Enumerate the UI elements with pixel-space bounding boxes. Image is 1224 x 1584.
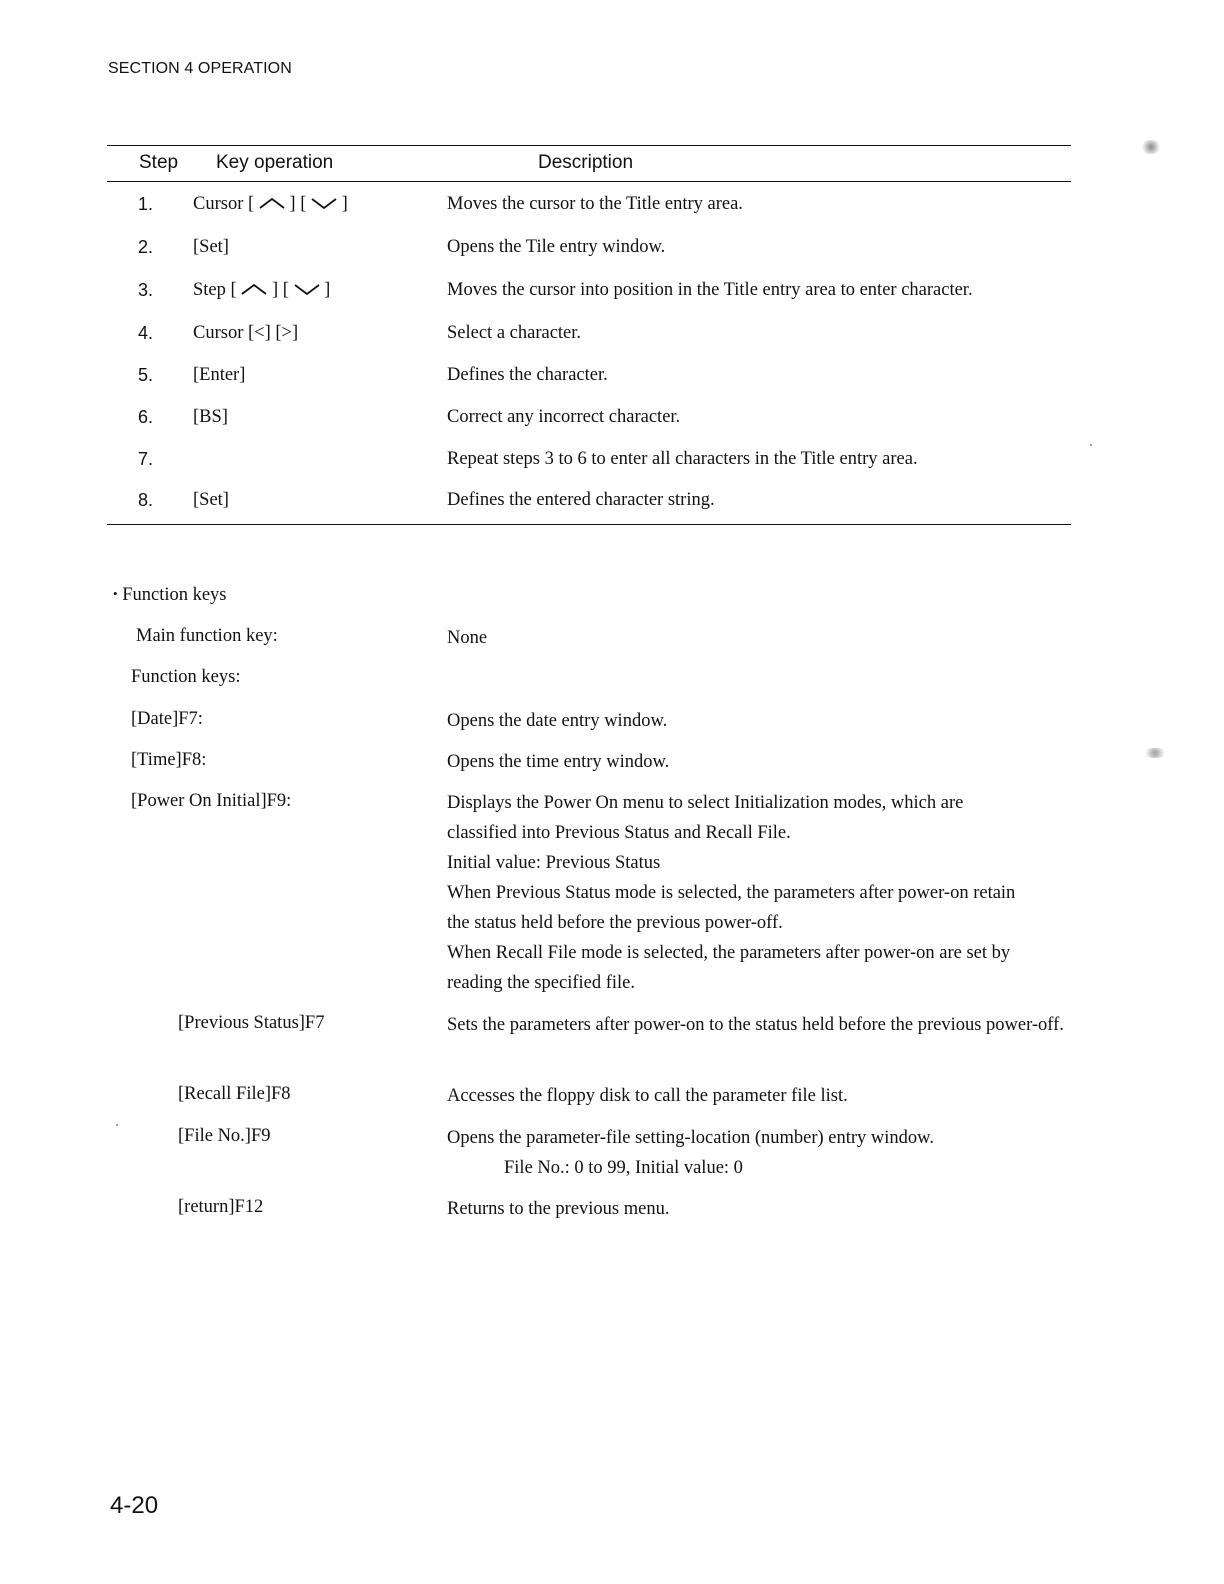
table-row [0,280,1224,304]
previous-status-description: Sets the parameters after power-on to the status held before the previous power-off. [447,1015,1064,1035]
key-text: ] [ [271,280,289,300]
column-header-step: Step [139,152,179,173]
table-row [0,449,1224,473]
function-keys-heading [113,585,227,606]
description-line: Initial value: Previous Status [447,853,661,873]
step-number: 8. [138,490,154,510]
description-line: classified into Previous Status and Recall File. [447,823,791,843]
key-operation: Cursor [<] [>] [193,323,299,343]
table-bottom-rule [107,524,1071,525]
recall-file-key: [Recall File]F8 [178,1084,291,1104]
section-header: SECTION 4 OPERATION [108,60,292,77]
table-row [0,365,1224,389]
function-keys-label: Function keys: [131,667,241,687]
key-text: Cursor [ [193,194,255,214]
previous-status-key: [Previous Status]F7 [178,1013,325,1033]
table-row [0,323,1224,347]
description-line: the status held before the previous power-off. [447,913,783,933]
file-number-description [447,1123,1072,1183]
step-description: Correct any incorrect character. [447,407,681,427]
step-number: 5. [138,365,154,385]
date-key: [Date]F7: [131,709,203,729]
description-line: reading the specified file. [447,973,635,993]
step-number: 7. [138,449,154,469]
description-line: Opens the parameter-file setting-location (number) entry window. [447,1128,934,1148]
table-top-rule [107,145,1071,146]
step-description: Defines the entered character string. [447,490,715,510]
table-header-rule [107,181,1071,182]
key-operation [193,280,330,301]
key-text: ] [341,194,348,214]
description-line: Displays the Power On menu to select Initialization modes, which are [447,793,964,813]
column-header-description: Description [538,152,634,173]
key-operation: [Enter] [193,365,246,385]
step-description: Moves the cursor into position in the Title entry area to enter character. [447,280,973,300]
file-number-key: [File No.]F9 [178,1126,271,1146]
table-row [0,407,1224,431]
step-number: 3. [138,280,154,300]
key-operation: [Set] [193,490,229,510]
recall-file-description: Accesses the floppy disk to call the parameter file list. [447,1086,848,1106]
date-key-description: Opens the date entry window. [447,711,668,731]
key-operation [193,194,348,215]
main-function-key-value: None [447,628,488,648]
arrow-up-icon [259,196,285,210]
scan-noise [1140,140,1162,154]
file-number-range: File No.: 0 to 99, Initial value: 0 [504,1158,743,1178]
arrow-down-icon [294,282,320,296]
step-description: Defines the character. [447,365,608,385]
step-description: Moves the cursor to the Title entry area. [447,194,743,214]
table-row [0,194,1224,218]
main-function-key-label: Main function key: [136,626,278,646]
step-description: Opens the Tile entry window. [447,237,666,257]
time-key-description: Opens the time entry window. [447,752,670,772]
key-text: ] [324,280,331,300]
power-on-initial-description [447,788,1072,998]
bullet-icon: • [113,586,118,601]
description-line: When Recall File mode is selected, the parameters after power-on are set by [447,943,1011,963]
time-key: [Time]F8: [131,750,207,770]
step-number: 1. [138,194,154,214]
arrow-up-icon [241,282,267,296]
scan-noise [1090,444,1092,446]
step-number: 4. [138,323,154,343]
return-description: Returns to the previous menu. [447,1199,670,1219]
key-text: Step [ [193,280,237,300]
step-number: 6. [138,407,154,427]
column-header-key-operation: Key operation [216,152,334,173]
key-text: ] [ [289,194,307,214]
page-number: 4-20 [110,1492,159,1519]
description-line: When Previous Status mode is selected, the parameters after power-on retain [447,883,1016,903]
key-operation: [Set] [193,237,229,257]
step-number: 2. [138,237,154,257]
step-description: Select a character. [447,323,582,343]
heading-text: Function keys [122,585,227,605]
table-row [0,237,1224,261]
scan-noise [1142,748,1168,758]
power-on-initial-key: [Power On Initial]F9: [131,791,292,811]
return-key: [return]F12 [178,1197,264,1217]
scan-noise [116,1124,118,1126]
arrow-down-icon [311,196,337,210]
table-row [0,490,1224,514]
step-description: Repeat steps 3 to 6 to enter all characters in the Title entry area. [447,449,918,469]
key-operation: [BS] [193,407,228,427]
